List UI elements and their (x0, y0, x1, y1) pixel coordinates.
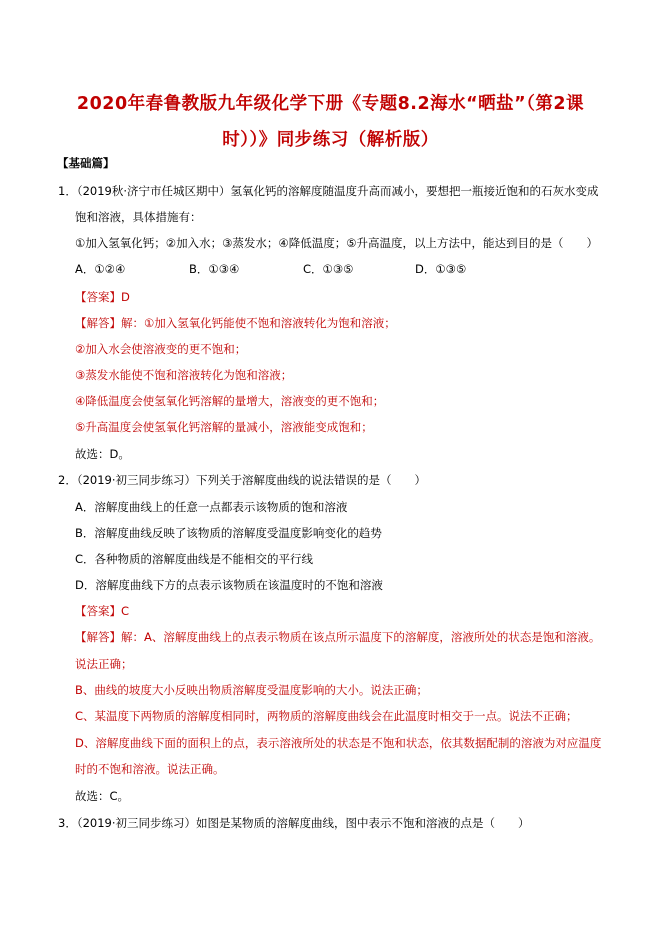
q1-analysis-line-5: ⑤升高温度会使氢氧化钙溶解的量减小，溶液能变成饱和； (75, 420, 373, 434)
q1-stem-line-3: ①加入氢氧化钙；②加入水；③蒸发水；④降低温度；⑤升高温度，以上方法中，能达到目的是（ ） (75, 236, 599, 250)
q2-analysis-line-1: 【解答】解：A、溶解度曲线上的点表示物质在该点所示温度下的溶解度，溶液所处的状态是饱和溶液。 (75, 630, 601, 644)
q2-option-b: B．溶解度曲线反映了该物质的溶解度受温度影响变化的趋势 (75, 526, 382, 540)
q2-analysis-line-5: D、溶解度曲线下面的面积上的点，表示溶液所处的状态是不饱和状态，依其数据配制的溶液为对应温度 (75, 736, 602, 750)
q2-stem: 2．（2019·初三同步练习）下列关于溶解度曲线的说法错误的是（ ） (58, 473, 426, 487)
q1-answer: 【答案】D (75, 290, 130, 304)
q1-option-a: A．①②④ (75, 262, 126, 276)
q2-answer: 【答案】C (75, 604, 130, 618)
document-title-line-1: 2020年春鲁教版九年级化学下册《专题8.2海水“晒盐”（第2课 (76, 94, 585, 114)
q1-analysis-line-1: 【解答】解：①加入氢氧化钙能使不饱和溶液转化为饱和溶液； (75, 316, 396, 330)
q1-option-b: B．①③④ (189, 262, 240, 276)
q2-analysis-line-6: 时的不饱和溶液。说法正确。 (75, 762, 225, 776)
q3-stem: 3．（2019·初三同步练习）如图是某物质的溶解度曲线，图中表示不饱和溶液的点是（ ） (58, 816, 530, 830)
section-heading: 【基础篇】 (57, 156, 115, 170)
q2-option-d: D．溶解度曲线下方的点表示该物质在该温度时的不饱和溶液 (75, 578, 383, 592)
q1-analysis-line-2: ②加入水会使溶液变的更不饱和； (75, 342, 247, 356)
q1-stem-line-1: 1．（2019秋·济宁市任城区期中）氢氧化钙的溶解度随温度升高而减小，要想把一瓶接近饱和的石灰水变成 (58, 184, 599, 198)
q2-analysis-line-2: 说法正确； (75, 657, 133, 671)
q1-stem-line-2: 饱和溶液，具体措施有： (75, 210, 202, 224)
q2-analysis-line-4: C、某温度下两物质的溶解度相同时，两物质的溶解度曲线会在此温度时相交于一点。说法不正确； (75, 709, 578, 723)
q1-analysis-line-3: ③蒸发水能使不饱和溶液转化为饱和溶液； (75, 368, 293, 382)
q1-analysis-line-4: ④降低温度会使氢氧化钙溶解的量增大，溶液变的更不饱和； (75, 394, 385, 408)
q2-option-c: C．各种物质的溶解度曲线是不能相交的平行线 (75, 552, 314, 566)
q2-option-a: A．溶解度曲线上的任意一点都表示该物质的饱和溶液 (75, 500, 348, 514)
q1-option-d: D．①③⑤ (415, 262, 467, 276)
q1-conclusion: 故选：D。 (75, 447, 130, 461)
q2-conclusion: 故选：C。 (75, 789, 130, 803)
document-title-line-2: 时））》同步练习（解析版） (222, 130, 439, 150)
q1-option-c: C．①③⑤ (303, 262, 354, 276)
q2-analysis-line-3: B、曲线的坡度大小反映出物质溶解度受温度影响的大小。说法正确； (75, 683, 428, 697)
